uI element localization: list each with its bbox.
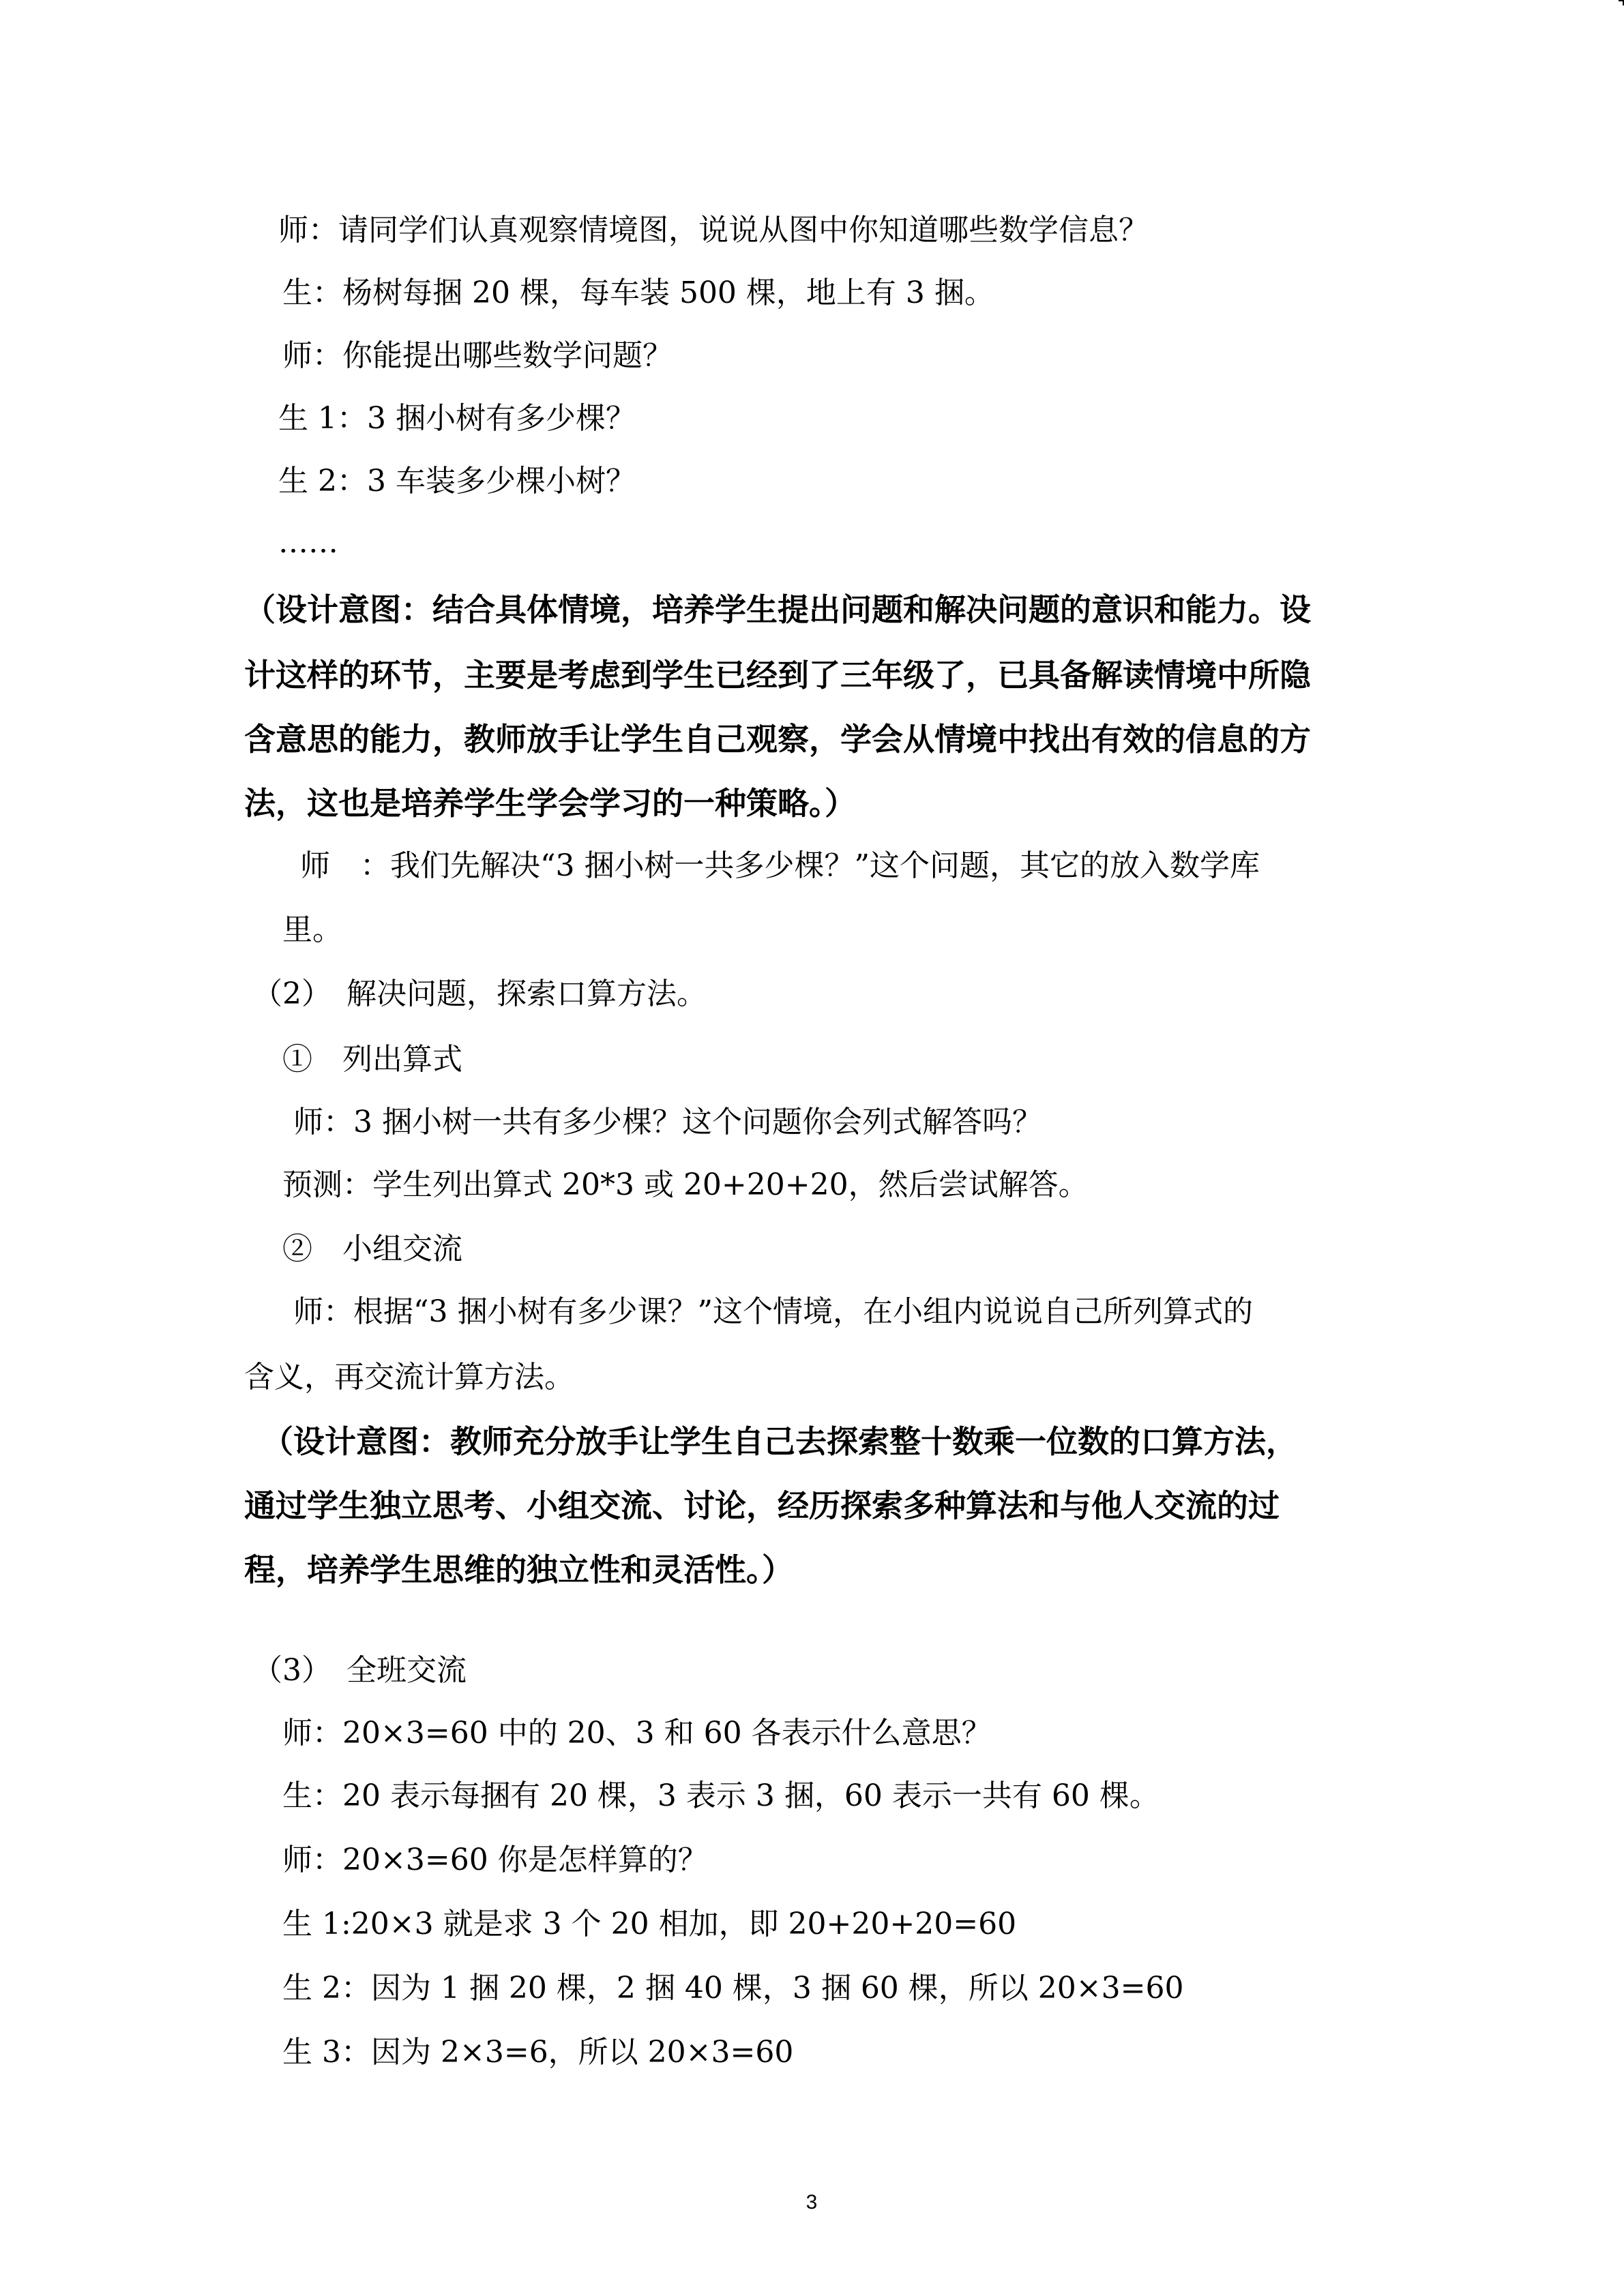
dialogue-student2-method: 生 2：因为 1 捆 20 棵，2 捆 40 棵，3 捆 60 棵，所以 20×3=60 <box>282 1971 1184 2006</box>
dialogue-teacher-observe: 师：请同学们认真观察情境图，说说从图中你知道哪些数学信息？ <box>278 213 1149 248</box>
design-intent-1-line1: （设计意图：结合具体情境，培养学生提出问题和解决问题的意识和能力。设 <box>244 591 1311 628</box>
section-2-heading: （2） 解决问题，探索口算方法。 <box>252 976 707 1011</box>
dialogue-teacher-solve: 师 ：我们先解决“3 捆小树一共多少棵？”这个问题，其它的放入数学库 <box>300 848 1260 883</box>
page-corner-mark <box>1619 0 1624 5</box>
step-1-heading: ① 列出算式 <box>282 1042 462 1077</box>
design-intent-2-line2: 通过学生独立思考、小组交流、讨论，经历探索多种算法和与他人交流的过 <box>244 1487 1280 1524</box>
step-2-heading: ② 小组交流 <box>282 1232 462 1266</box>
ellipsis: …… <box>278 525 338 560</box>
dialogue-student2: 生 2：3 车装多少棵小树？ <box>278 464 636 498</box>
dialogue-teacher-group-cont: 含义，再交流计算方法。 <box>244 1360 574 1395</box>
dialogue-student-meaning: 生：20 表示每捆有 20 棵，3 表示 3 捆，60 表示一共有 60 棵。 <box>282 1778 1160 1813</box>
prediction: 预测：学生列出算式 20*3 或 20+20+20，然后尝试解答。 <box>282 1167 1089 1202</box>
dialogue-teacher-question: 师：你能提出哪些数学问题？ <box>282 338 673 373</box>
dialogue-teacher-group: 师：根据“3 捆小树有多少课？”这个情境，在小组内说说自己所列算式的 <box>293 1294 1253 1329</box>
dialogue-student1: 生 1：3 捆小树有多少棵？ <box>278 401 636 436</box>
design-intent-2-line3: 程，培养学生思维的独立性和灵活性。） <box>244 1551 793 1588</box>
dialogue-teacher-formula: 师：3 捆小树一共有多少棵？这个问题你会列式解答吗？ <box>293 1105 1042 1139</box>
section-3-heading: （3） 全班交流 <box>252 1653 467 1688</box>
dialogue-student3-method: 生 3：因为 2×3=6，所以 20×3=60 <box>282 2035 794 2070</box>
design-intent-2-line1: （设计意图：教师充分放手让学生自己去探索整十数乘一位数的口算方法， <box>262 1423 1297 1460</box>
design-intent-1-line4: 法，这也是培养学生学会学习的一种策略。） <box>244 785 856 822</box>
design-intent-1-line3: 含意思的能力，教师放手让学生自己观察，学会从情境中找出有效的信息的方 <box>244 721 1311 758</box>
page-number: 3 <box>806 2191 818 2213</box>
dialogue-teacher-solve-cont: 里。 <box>282 912 342 947</box>
design-intent-1-line2: 计这样的环节，主要是考虑到学生已经到了三年级了，已具备解读情境中所隐 <box>244 657 1311 694</box>
dialogue-teacher-how: 师：20×3=60 你是怎样算的？ <box>282 1843 708 1877</box>
dialogue-teacher-meaning: 师：20×3=60 中的 20、3 和 60 各表示什么意思？ <box>282 1716 992 1750</box>
dialogue-student1-method: 生 1:20×3 就是求 3 个 20 相加，即 20+20+20=60 <box>282 1907 1017 1941</box>
dialogue-student-info: 生：杨树每捆 20 棵，每车装 500 棵，地上有 3 捆。 <box>282 275 994 310</box>
